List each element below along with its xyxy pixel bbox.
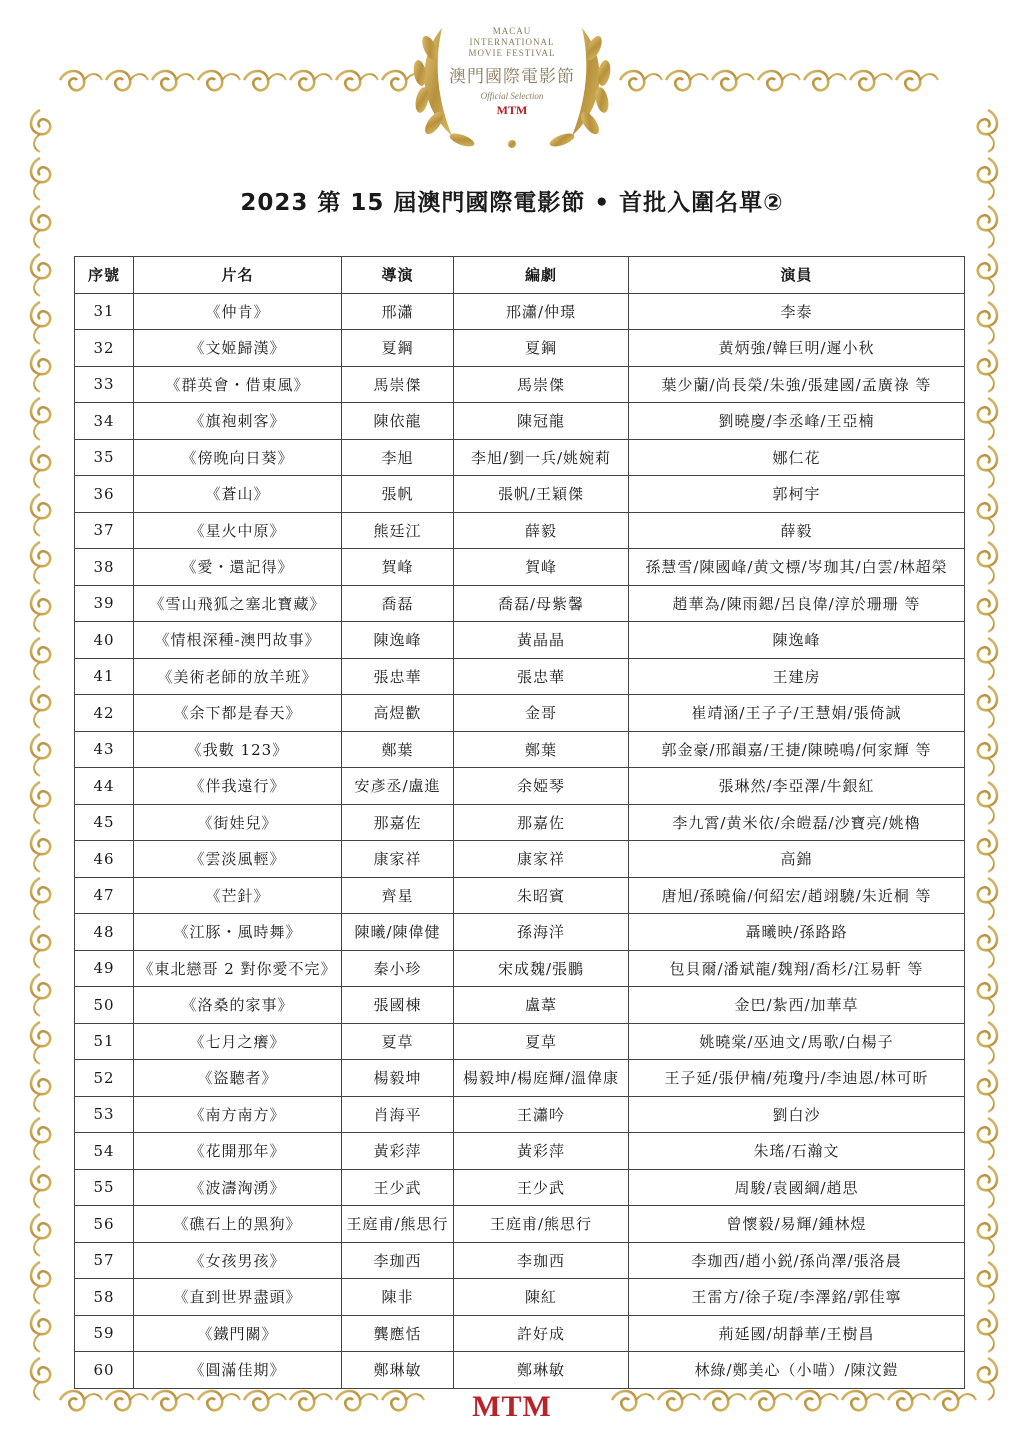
table-row	[75, 293, 965, 330]
cell-no: 33	[75, 366, 134, 403]
cell-writer: 喬磊/母紫馨	[454, 585, 629, 622]
cell-cast: 包貝爾/潘斌龍/魏翔/喬杉/江易軒 等	[629, 950, 965, 987]
cell-writer: 夏草	[454, 1023, 629, 1060]
cell-director: 康家祥	[342, 841, 454, 878]
cell-writer: 金哥	[454, 695, 629, 732]
cell-film: 《直到世界盡頭》	[134, 1279, 342, 1316]
cell-writer: 李旭/劉一兵/姚婉莉	[454, 439, 629, 476]
right-side-flourish	[978, 110, 997, 1400]
cell-no: 53	[75, 1096, 134, 1133]
cell-cast: 趙華為/陳雨鍶/呂良偉/淳於珊珊 等	[629, 585, 965, 622]
table-row	[75, 585, 965, 622]
cell-no: 42	[75, 695, 134, 732]
cell-no: 38	[75, 549, 134, 586]
cell-writer: 張帆/王穎傑	[454, 476, 629, 513]
cell-writer: 夏鋼	[454, 330, 629, 367]
cell-no: 34	[75, 403, 134, 440]
cell-cast: 郭柯宇	[629, 476, 965, 513]
cell-film: 《芒針》	[134, 877, 342, 914]
cell-director: 夏鋼	[342, 330, 454, 367]
emblem-line-3: MOVIE FESTIVAL	[468, 48, 556, 58]
cell-film: 《波濤洶湧》	[134, 1169, 342, 1206]
cell-writer: 朱昭賓	[454, 877, 629, 914]
cell-director: 張帆	[342, 476, 454, 513]
cell-writer: 余婭琴	[454, 768, 629, 805]
table-row	[75, 476, 965, 513]
table-row	[75, 1206, 965, 1243]
cell-writer: 陳紅	[454, 1279, 629, 1316]
festival-emblem	[412, 8, 612, 156]
cell-cast: 郭金豪/邢韻嘉/王捷/陳曉鳴/何家輝 等	[629, 731, 965, 768]
cell-director: 楊毅坤	[342, 1060, 454, 1097]
header-writer: 編劇	[454, 257, 629, 294]
emblem-line-1: MACAU	[492, 26, 532, 36]
cell-film: 《我數 123》	[134, 731, 342, 768]
cell-director: 張忠華	[342, 658, 454, 695]
cell-no: 54	[75, 1133, 134, 1170]
cell-writer: 王庭甫/熊思行	[454, 1206, 629, 1243]
cell-cast: 聶曦映/孫路路	[629, 914, 965, 951]
cell-cast: 金巴/紮西/加華草	[629, 987, 965, 1024]
cell-no: 55	[75, 1169, 134, 1206]
cell-cast: 薛毅	[629, 512, 965, 549]
cell-cast: 姚曉棠/巫迪文/馬歌/白楊子	[629, 1023, 965, 1060]
cell-cast: 劉白沙	[629, 1096, 965, 1133]
cell-cast: 高錦	[629, 841, 965, 878]
cell-director: 熊廷江	[342, 512, 454, 549]
table-row	[75, 841, 965, 878]
cell-director: 李旭	[342, 439, 454, 476]
cell-no: 52	[75, 1060, 134, 1097]
cell-cast: 劉曉慶/李丞峰/王亞楠	[629, 403, 965, 440]
cell-director: 陳曦/陳偉健	[342, 914, 454, 951]
cell-director: 邢瀟	[342, 293, 454, 330]
table-row	[75, 1133, 965, 1170]
table-row	[75, 1315, 965, 1352]
cell-cast: 陳逸峰	[629, 622, 965, 659]
cell-cast: 唐旭/孫曉倫/何紹宏/趙翊驍/朱近桐 等	[629, 877, 965, 914]
table-row	[75, 1279, 965, 1316]
cell-cast: 孫慧雪/陳國峰/黄文標/岑珈其/白雲/林超榮	[629, 549, 965, 586]
cell-film: 《女孩男孩》	[134, 1242, 342, 1279]
cell-film: 《鐵門關》	[134, 1315, 342, 1352]
cell-cast: 林綠/鄭美心（小喵）/陳汶鎧	[629, 1352, 965, 1389]
cell-writer: 盧葦	[454, 987, 629, 1024]
cell-director: 馬崇傑	[342, 366, 454, 403]
table-row	[75, 403, 965, 440]
header-director: 導演	[342, 257, 454, 294]
table-row	[75, 1242, 965, 1279]
cell-film: 《礁石上的黑狗》	[134, 1206, 342, 1243]
cell-director: 黃彩萍	[342, 1133, 454, 1170]
cell-director: 鄭葉	[342, 731, 454, 768]
cell-writer: 宋成魏/張鵬	[454, 950, 629, 987]
cell-director: 鄭琳敏	[342, 1352, 454, 1389]
footer-brand-logo: MTM	[472, 1390, 552, 1423]
cell-cast: 李泰	[629, 293, 965, 330]
table-body	[75, 293, 965, 1388]
cell-no: 56	[75, 1206, 134, 1243]
cell-director: 李珈西	[342, 1242, 454, 1279]
left-side-flourish	[31, 110, 50, 1400]
cell-cast: 娜仁花	[629, 439, 965, 476]
cell-cast: 李珈西/趙小鋭/孫尚澤/張洛晨	[629, 1242, 965, 1279]
table-row	[75, 366, 965, 403]
cell-film: 《洛桑的家事》	[134, 987, 342, 1024]
cell-cast: 李九霄/黄米依/余皚磊/沙寶亮/姚櫓	[629, 804, 965, 841]
cell-no: 57	[75, 1242, 134, 1279]
cell-writer: 鄭葉	[454, 731, 629, 768]
table-row	[75, 658, 965, 695]
cell-director: 秦小珍	[342, 950, 454, 987]
cell-cast: 張琳然/李亞澤/牛銀紅	[629, 768, 965, 805]
emblem-line-2: INTERNATIONAL	[469, 37, 555, 47]
selection-table	[74, 256, 965, 1389]
cell-no: 35	[75, 439, 134, 476]
cell-cast: 黄炳強/韓巨明/遲小秋	[629, 330, 965, 367]
table-row	[75, 1352, 965, 1389]
cell-writer: 李珈西	[454, 1242, 629, 1279]
table-row	[75, 877, 965, 914]
cell-writer: 孫海洋	[454, 914, 629, 951]
cell-director: 王少武	[342, 1169, 454, 1206]
cell-film: 《美術老師的放羊班》	[134, 658, 342, 695]
cell-no: 51	[75, 1023, 134, 1060]
emblem-selection: Official Selection	[480, 91, 544, 101]
cell-writer: 張忠華	[454, 658, 629, 695]
table-row	[75, 1096, 965, 1133]
cell-film: 《旗袍刺客》	[134, 403, 342, 440]
cell-no: 40	[75, 622, 134, 659]
cell-director: 王庭甫/熊思行	[342, 1206, 454, 1243]
cell-writer: 陳冠龍	[454, 403, 629, 440]
header-film: 片名	[134, 257, 342, 294]
table-row	[75, 768, 965, 805]
cell-writer: 王瀟吟	[454, 1096, 629, 1133]
cell-film: 《街娃兒》	[134, 804, 342, 841]
cell-no: 31	[75, 293, 134, 330]
cell-film: 《江豚・風時舞》	[134, 914, 342, 951]
cell-no: 41	[75, 658, 134, 695]
cell-film: 《七月之癢》	[134, 1023, 342, 1060]
cell-film: 《文姬歸漢》	[134, 330, 342, 367]
top-left-flourish	[60, 71, 424, 90]
cell-film: 《東北戀哥 2 對你愛不完》	[134, 950, 342, 987]
cell-writer: 賀峰	[454, 549, 629, 586]
table-row	[75, 1023, 965, 1060]
table-header-row	[75, 257, 965, 294]
table-row	[75, 950, 965, 987]
cell-writer: 黃彩萍	[454, 1133, 629, 1170]
header-no: 序號	[75, 257, 134, 294]
table-row	[75, 1060, 965, 1097]
emblem-brand: MTM	[496, 103, 528, 117]
cell-cast: 朱瑤/石瀚文	[629, 1133, 965, 1170]
cell-writer: 黃晶晶	[454, 622, 629, 659]
cell-film: 《星火中原》	[134, 512, 342, 549]
cell-writer: 許好成	[454, 1315, 629, 1352]
cell-writer: 馬崇傑	[454, 366, 629, 403]
cell-cast: 崔靖涵/王子子/王慧娟/張倚誠	[629, 695, 965, 732]
cell-writer: 薛毅	[454, 512, 629, 549]
table-row	[75, 987, 965, 1024]
cell-no: 44	[75, 768, 134, 805]
cell-no: 37	[75, 512, 134, 549]
cell-no: 43	[75, 731, 134, 768]
table-row	[75, 512, 965, 549]
table-row	[75, 549, 965, 586]
cell-no: 32	[75, 330, 134, 367]
table-row	[75, 1169, 965, 1206]
top-right-flourish	[620, 71, 938, 90]
cell-director: 安彥丞/盧進	[342, 768, 454, 805]
cell-director: 張國棟	[342, 987, 454, 1024]
cell-cast: 王子延/張伊楠/苑瓊丹/李迪恩/林可昕	[629, 1060, 965, 1097]
cell-film: 《仲肯》	[134, 293, 342, 330]
cell-writer: 楊毅坤/楊庭輝/溫偉康	[454, 1060, 629, 1097]
cell-film: 《余下都是春天》	[134, 695, 342, 732]
cell-director: 喬磊	[342, 585, 454, 622]
cell-director: 那嘉佐	[342, 804, 454, 841]
table-row	[75, 804, 965, 841]
table-row	[75, 439, 965, 476]
table-row	[75, 695, 965, 732]
cell-director: 肖海平	[342, 1096, 454, 1133]
cell-film: 《雪山飛狐之塞北寶藏》	[134, 585, 342, 622]
table-row	[75, 731, 965, 768]
cell-no: 39	[75, 585, 134, 622]
page-title: 2023 第 15 屆澳門國際電影節 • 首批入圍名單②	[240, 190, 784, 216]
table-row	[75, 914, 965, 951]
cell-cast: 王建房	[629, 658, 965, 695]
cell-director: 陳非	[342, 1279, 454, 1316]
cell-cast: 荊延國/胡靜華/王樹昌	[629, 1315, 965, 1352]
cell-writer: 邢瀟/仲璟	[454, 293, 629, 330]
cell-cast: 王雷方/徐子琁/李澤銘/郭佳寧	[629, 1279, 965, 1316]
cell-writer: 鄭琳敏	[454, 1352, 629, 1389]
cell-no: 58	[75, 1279, 134, 1316]
cell-director: 陳依龍	[342, 403, 454, 440]
cell-film: 《花開那年》	[134, 1133, 342, 1170]
cell-cast: 葉少蘭/尚長榮/朱強/張建國/孟廣祿 等	[629, 366, 965, 403]
cell-cast: 周駿/袁國綱/趙思	[629, 1169, 965, 1206]
cell-no: 47	[75, 877, 134, 914]
cell-director: 夏草	[342, 1023, 454, 1060]
cell-film: 《伴我遠行》	[134, 768, 342, 805]
cell-director: 齊星	[342, 877, 454, 914]
cell-film: 《群英會・借東風》	[134, 366, 342, 403]
cell-no: 45	[75, 804, 134, 841]
cell-director: 高煜歡	[342, 695, 454, 732]
cell-film: 《圓滿佳期》	[134, 1352, 342, 1389]
emblem-chinese-name: 澳門國際電影節	[449, 67, 575, 87]
cell-film: 《雲淡風輕》	[134, 841, 342, 878]
cell-no: 46	[75, 841, 134, 878]
cell-film: 《南方南方》	[134, 1096, 342, 1133]
cell-no: 36	[75, 476, 134, 513]
cell-cast: 曾懷毅/易輝/鍾林煜	[629, 1206, 965, 1243]
cell-director: 賀峰	[342, 549, 454, 586]
cell-film: 《傍晚向日葵》	[134, 439, 342, 476]
cell-no: 48	[75, 914, 134, 951]
cell-writer: 那嘉佐	[454, 804, 629, 841]
cell-film: 《愛・還記得》	[134, 549, 342, 586]
cell-writer: 康家祥	[454, 841, 629, 878]
table-row	[75, 622, 965, 659]
table-row	[75, 330, 965, 367]
cell-director: 龔應恬	[342, 1315, 454, 1352]
cell-writer: 王少武	[454, 1169, 629, 1206]
cell-no: 50	[75, 987, 134, 1024]
cell-no: 60	[75, 1352, 134, 1389]
cell-no: 49	[75, 950, 134, 987]
cell-film: 《蒼山》	[134, 476, 342, 513]
cell-no: 59	[75, 1315, 134, 1352]
cell-film: 《盜聽者》	[134, 1060, 342, 1097]
cell-film: 《情根深種-澳門故事》	[134, 622, 342, 659]
cell-director: 陳逸峰	[342, 622, 454, 659]
header-cast: 演員	[629, 257, 965, 294]
